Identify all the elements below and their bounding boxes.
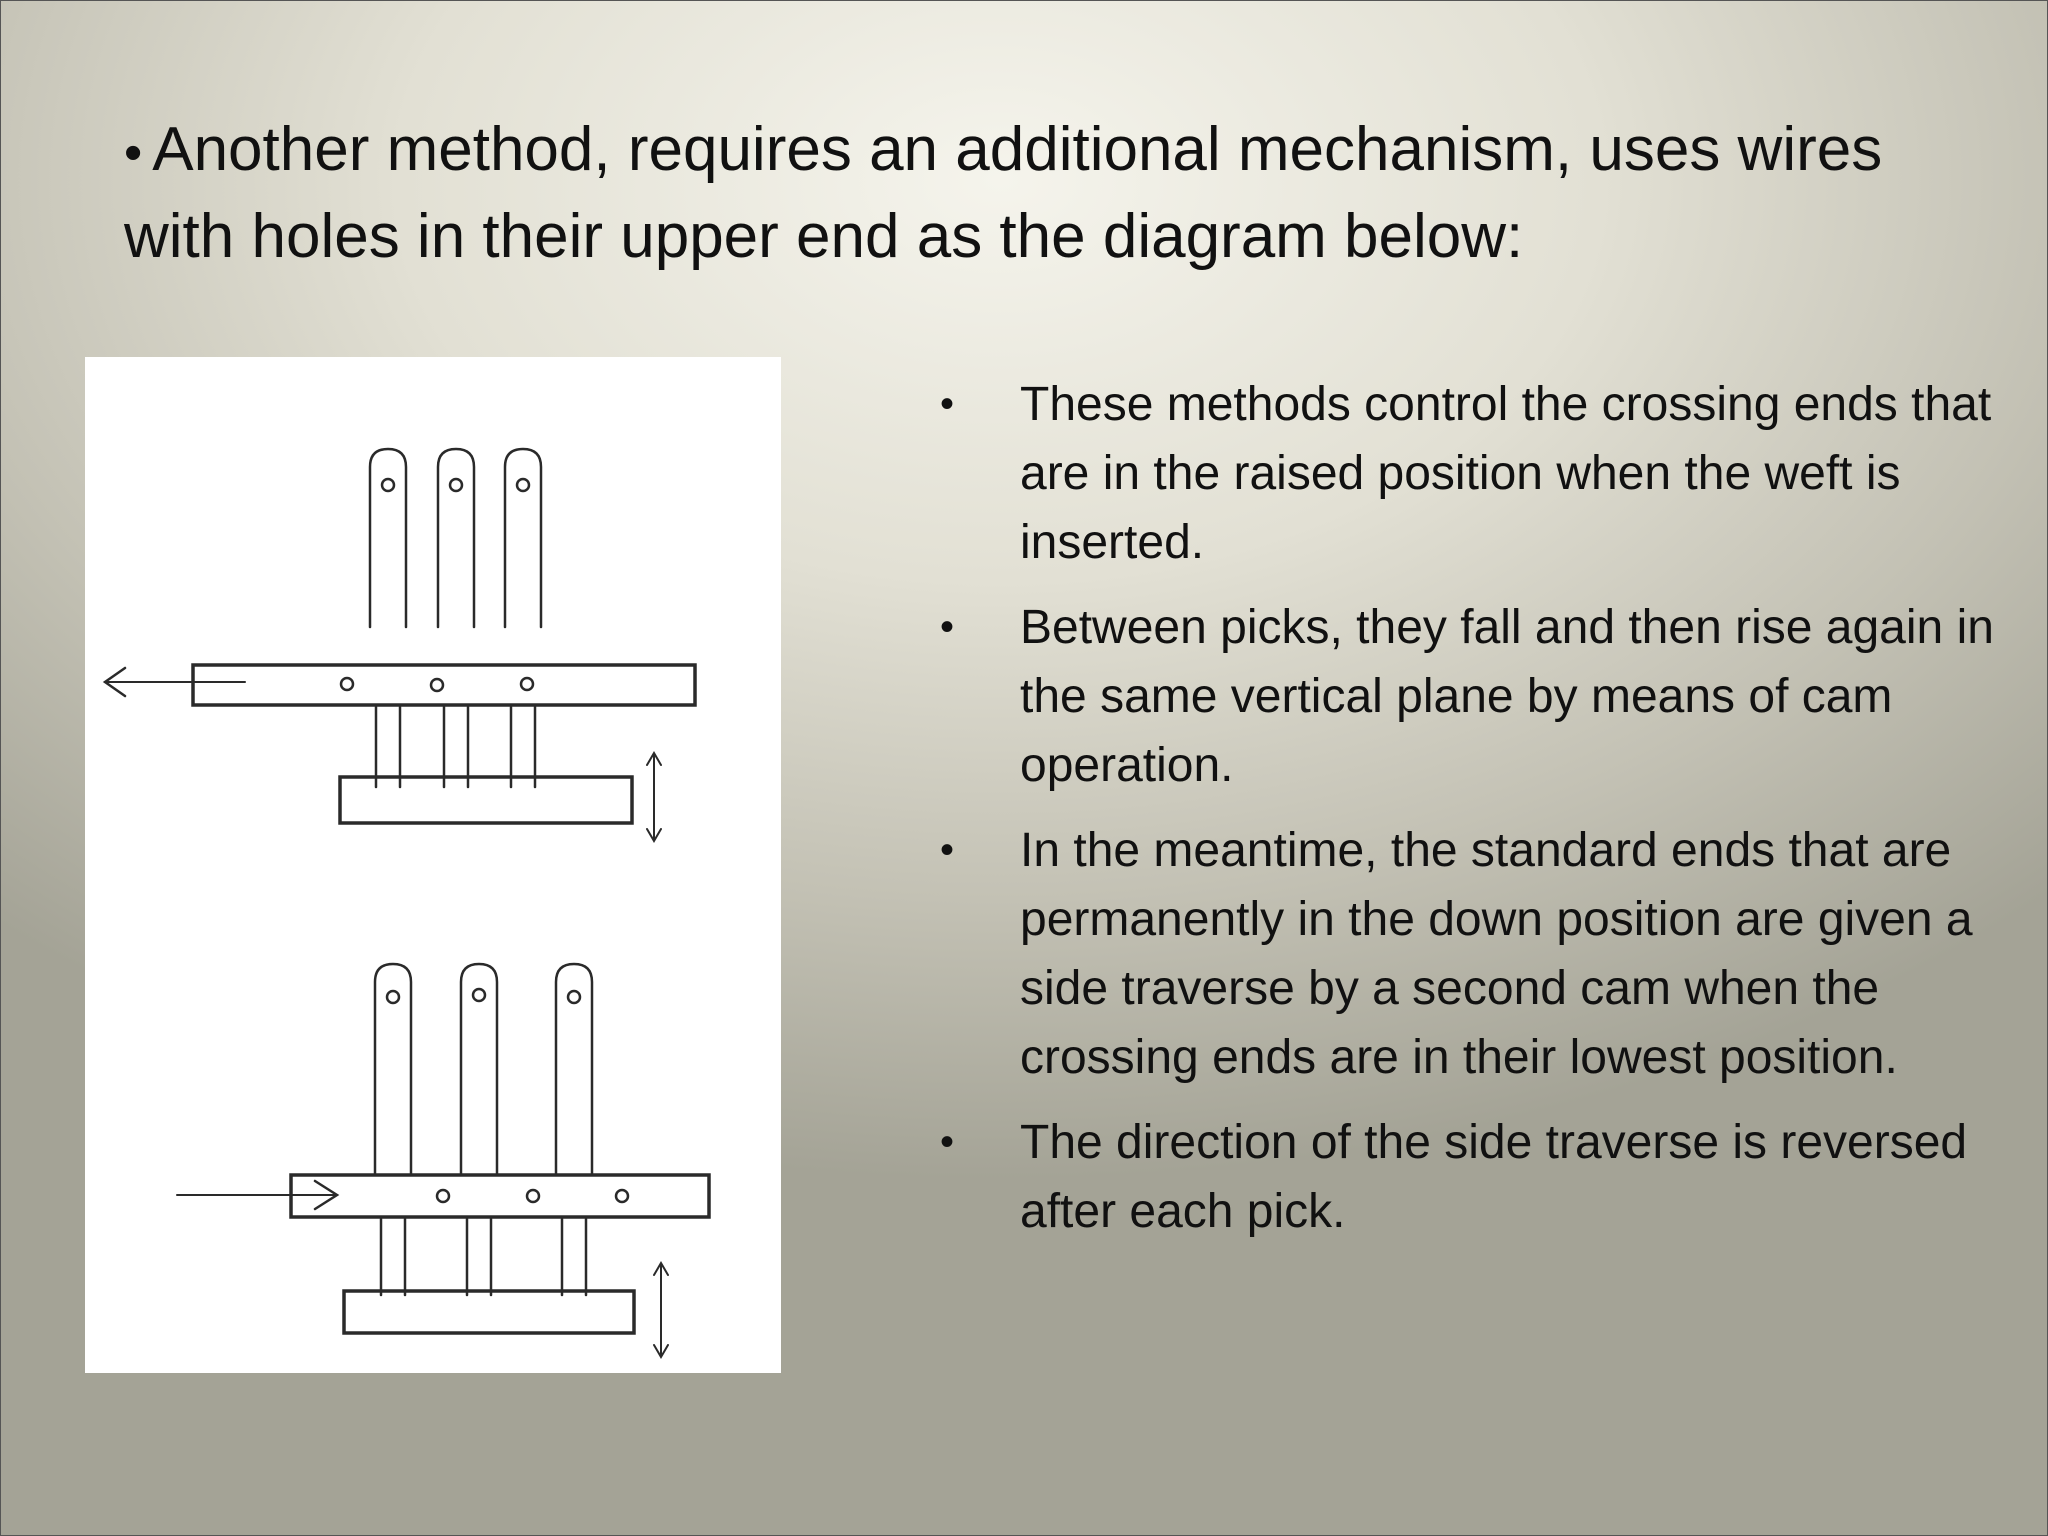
bottom-bar-hole-3 <box>616 1190 628 1202</box>
bottom-wire-1 <box>375 964 411 1175</box>
bottom-bar-hole-2 <box>527 1190 539 1202</box>
bottom-wire-stems <box>381 1219 586 1295</box>
bullet-item <box>940 816 2000 1092</box>
top-wire-1 <box>370 449 406 627</box>
slide-heading <box>124 108 1924 279</box>
bottom-lifting-board <box>344 1291 634 1333</box>
bullet-marker: • <box>940 828 955 872</box>
bullet-marker: • <box>940 1120 955 1164</box>
wire-diagram <box>85 357 781 1373</box>
wire-diagram-panel <box>85 357 781 1373</box>
top-lifting-board <box>340 777 632 823</box>
bullet-text: These methods control the crossing ends that are in the raised position when the weft is inserted. <box>1020 378 1992 569</box>
heading-bullet: • <box>124 124 143 182</box>
bullet-item <box>940 1108 2000 1246</box>
bullet-list <box>940 370 2000 1262</box>
top-wire-stems <box>376 707 535 787</box>
bottom-bar-hole-1 <box>437 1190 449 1202</box>
top-wire-3 <box>505 449 541 627</box>
bottom-mechanism <box>177 964 709 1357</box>
bullet-marker: • <box>940 382 955 426</box>
bullet-item <box>940 593 2000 800</box>
top-wire-2 <box>438 449 474 627</box>
heading-text: Another method, requires an additional mechanism, uses wires with holes in their upper end as the diagram below: <box>124 115 1883 271</box>
bullet-item <box>940 370 2000 577</box>
top-bar-hole-3 <box>521 678 533 690</box>
bullet-text: In the meantime, the standard ends that are permanently in the down position are given a side traverse by a second cam when the crossing ends are in their lowest position. <box>1020 824 1973 1084</box>
top-bar-hole-1 <box>341 678 353 690</box>
bottom-wire-2 <box>461 964 497 1175</box>
top-bar-hole-2 <box>431 679 443 691</box>
bottom-wire-3 <box>556 964 592 1175</box>
bottom-traverse-bar <box>291 1175 709 1217</box>
bullet-text: Between picks, they fall and then rise again in the same vertical plane by means of cam operation. <box>1020 601 1994 792</box>
bullet-marker: • <box>940 605 955 649</box>
top-mechanism <box>105 449 695 841</box>
bullet-text: The direction of the side traverse is reversed after each pick. <box>1020 1116 1968 1238</box>
